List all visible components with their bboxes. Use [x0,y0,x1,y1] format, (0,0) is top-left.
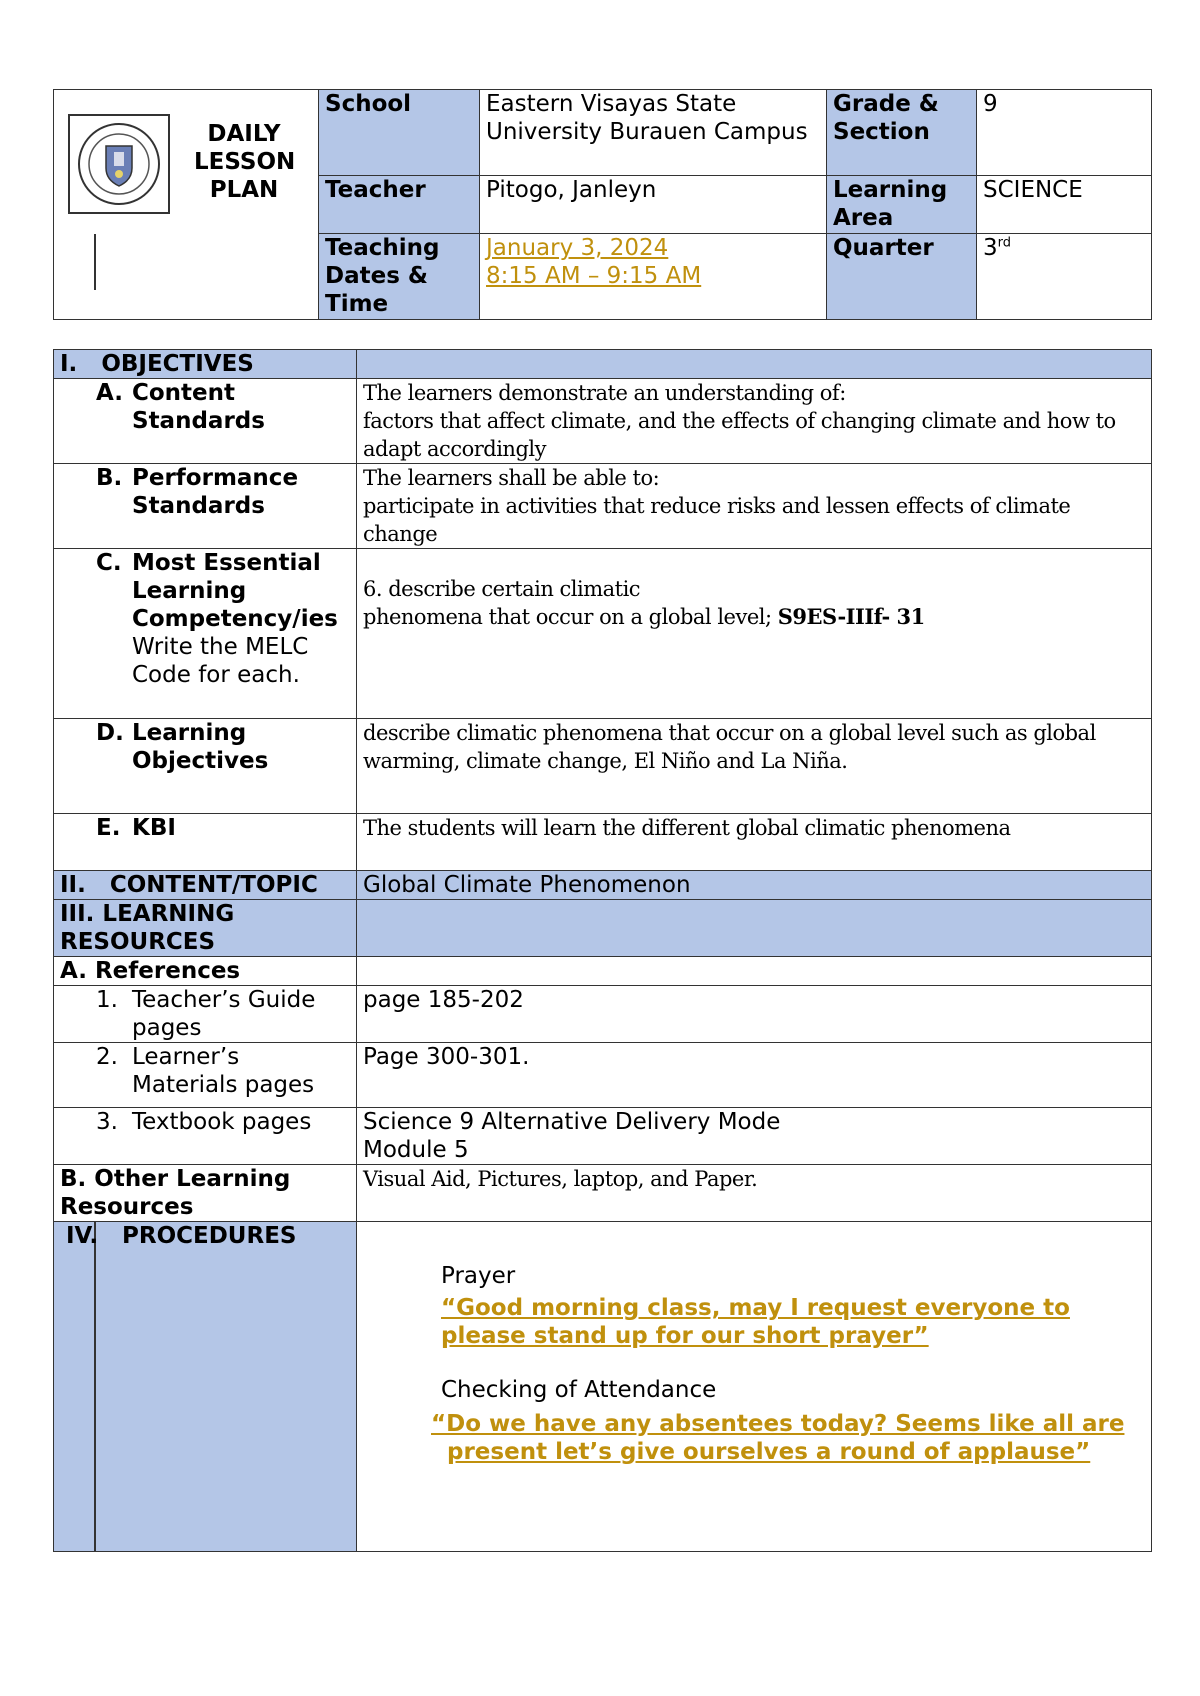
teacher-label: Teacher [319,176,480,234]
quarter-label: Quarter [827,234,977,320]
melc-value: 6. describe certain climatic phenomena that occur on a global level; S9ES-IIIf- 31 [357,549,1152,719]
teaching-dates-value [480,234,827,320]
textbook-label: 3. Textbook pages [54,1108,357,1165]
melc-label: C. Most Essential Learning Competency/ies Write the MELC Code for each. [54,549,357,719]
teaching-dates-label: Teaching Dates & Time [319,234,480,320]
header-table [53,89,1152,320]
other-resources-value: Visual Aid, Pictures, laptop, and Paper. [357,1165,1152,1222]
document-title: DAILY LESSON PLAN [194,121,296,203]
learning-resources-heading: III. LEARNING RESOURCES [54,900,357,957]
attendance-quote: “Do we have any absentees today? Seems like all are present let’s give ourselves a round of applause” [431,1411,1125,1465]
teaching-time: 8:15 AM – 9:15 AM [486,263,702,289]
references-label: A. References [54,957,357,986]
kbi-value: The students will learn the different global climatic phenomena [357,814,1152,871]
learning-area-label: Learning Area [827,176,977,234]
procedures-content [357,1222,1152,1552]
content-topic-value: Global Climate Phenomenon [357,871,1152,900]
teacher-value: Pitogo, Janleyn [480,176,827,234]
performance-standards-value: The learners shall be able to: participate in activities that reduce risks and lessen effects of climate change [357,464,1152,549]
teachers-guide-value: page 185-202 [357,986,1152,1043]
learners-materials-label: 2. Learner’s Materials pages [54,1043,357,1108]
learners-materials-value: Page 300-301. [357,1043,1152,1108]
objectives-heading: I. OBJECTIVES [54,350,357,379]
performance-standards-label: B. Performance Standards [54,464,357,549]
learning-area-value: SCIENCE [977,176,1152,234]
prayer-label: Prayer [441,1263,516,1289]
attendance-label: Checking of Attendance [441,1377,717,1403]
teachers-guide-label: 1. Teacher’s Guide pages [54,986,357,1043]
header-logo-cell [54,90,319,320]
learning-objectives-value: describe climatic phenomena that occur on a global level such as global warming, climate change, El Niño and La Niña. [357,719,1152,814]
textbook-value: Science 9 Alternative Delivery Mode Module 5 [357,1108,1152,1165]
lesson-plan-table [53,349,1152,1552]
learning-objectives-label: D. Learning Objectives [54,719,357,814]
deped-seal [68,114,170,214]
grade-section-label: Grade & Section [827,90,977,176]
school-label: School [319,90,480,176]
content-topic-heading: II. CONTENT/TOPIC [54,871,357,900]
prayer-quote: “Good morning class, may I request everyone to please stand up for our short prayer” [441,1295,1070,1349]
teaching-date: January 3, 2024 [486,235,669,261]
melc-code: S9ES-IIIf- 31 [777,604,925,629]
procedures-divider [94,1222,96,1551]
procedures-heading: IV. PROCEDURES [54,1222,357,1552]
margin-line [94,234,96,290]
quarter-value: 3rd [977,234,1152,320]
school-value: Eastern Visayas State University Burauen Campus [480,90,827,176]
kbi-label: E. KBI [54,814,357,871]
other-resources-label: B. Other Learning Resources [54,1165,357,1222]
content-standards-value: The learners demonstrate an understanding of: factors that affect climate, and the effects of changing climate and how to adapt accordingly [357,379,1152,464]
grade-section-value: 9 [977,90,1152,176]
content-standards-label: A. Content Standards [54,379,357,464]
